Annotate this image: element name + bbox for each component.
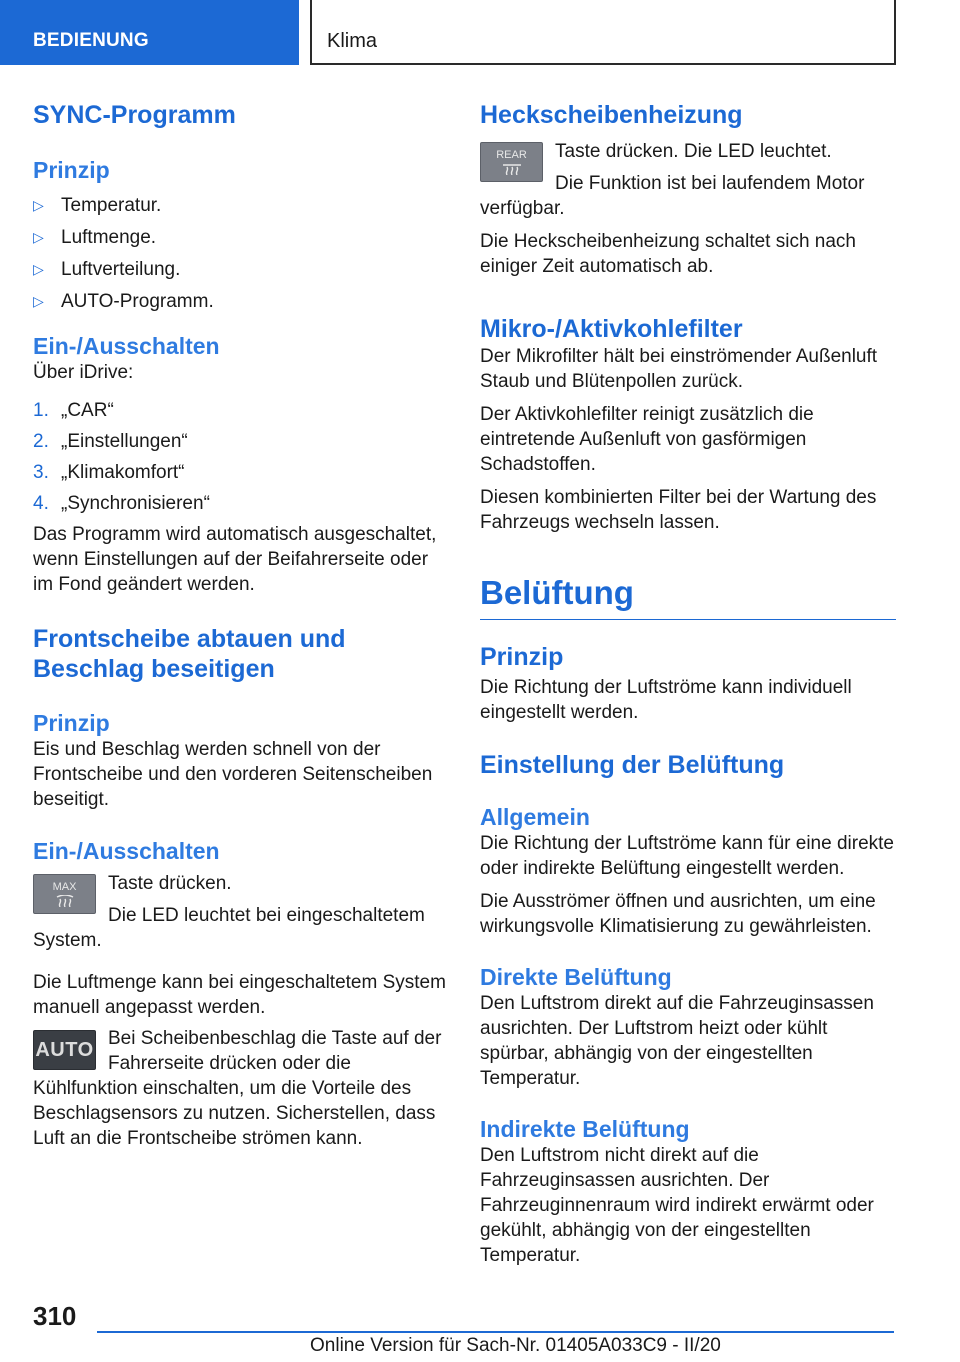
einstellung-title: Einstellung der Belüftung <box>480 751 785 779</box>
front-title: Frontscheibe abtauen und Beschlag beseitigen <box>33 625 346 683</box>
max-line1: Taste drücken. <box>108 873 232 894</box>
heck-line1: Taste drücken. Die LED leuchtet. <box>555 141 832 162</box>
heck-line2: Die Funktion ist bei laufendem Motor verfügbar. <box>480 173 865 219</box>
online-version-text: Online Version für Sach-Nr. 01405A033C9 - II/20 <box>310 1335 721 1356</box>
page-number: 310 <box>33 1301 77 1331</box>
filter-text-1: Der Mikrofilter hält bei einströmender Außenluft Staub und Blütenpollen zurück. <box>480 346 878 392</box>
footer-divider <box>97 1331 894 1333</box>
list-item: 1. „CAR“ <box>33 400 114 421</box>
right-column <box>480 100 896 1268</box>
defrost-waves-icon <box>55 895 75 907</box>
left-column <box>33 100 447 1151</box>
front-einaus-heading: Ein-/Ausschalten <box>33 838 220 864</box>
bel-prinzip-text: Die Richtung der Luftströme kann individuell eingestellt werden. <box>480 677 852 723</box>
sync-title: SYNC-Programm <box>33 101 236 129</box>
filter-title: Mikro-/Aktivkohlefilter <box>480 315 743 343</box>
indirekt-text: Den Luftstrom nicht direkt auf die Fahrzeuginsassen ausrichten. Der Fahrzeuginnenraum wird indirekt erwärmt oder gekühlt, abhängig von der eingestellten Temperatur. <box>480 1145 874 1266</box>
luftmenge-text: Die Luftmenge kann bei eingeschaltetem System manuell angepasst werden. <box>33 972 446 1018</box>
allgemein-text-1: Die Richtung der Luftströme kann für eine direkte oder indirekte Belüftung eingestellt werden. <box>480 833 894 879</box>
triangle-bullet-icon: ▷ <box>33 197 44 213</box>
max-line2: Die LED leuchtet bei eingeschaltetem System. <box>33 905 425 951</box>
list-item: ▷ Luftverteilung. <box>33 259 181 280</box>
list-item: 3. „Klimakomfort“ <box>33 462 185 483</box>
auto-button-icon: AUTO <box>33 1030 96 1070</box>
indirekt-heading: Indirekte Belüftung <box>480 1116 690 1142</box>
heck-auto-off-text: Die Heckscheibenheizung schaltet sich nach einiger Zeit automatisch ab. <box>480 231 856 277</box>
sync-bullet-list <box>33 193 447 314</box>
list-item: 4. „Synchronisieren“ <box>33 493 210 514</box>
list-item: ▷ Luftmenge. <box>33 227 157 248</box>
triangle-bullet-icon: ▷ <box>33 293 44 309</box>
auto-key-block <box>33 1026 447 1151</box>
heck-title: Heckscheibenheizung <box>480 101 743 129</box>
rear-key-block <box>480 139 896 221</box>
triangle-bullet-icon: ▷ <box>33 261 44 277</box>
header-chapter-tab <box>310 0 896 65</box>
front-prinzip-heading: Prinzip <box>33 710 110 736</box>
allgemein-text-2: Die Ausströmer öffnen und ausrichten, um eine wirkungsvolle Klimatisierung zu gewährleisten. <box>480 891 876 937</box>
sync-prinzip-heading: Prinzip <box>33 157 110 183</box>
filter-text-2: Der Aktivkohlefilter reinigt zusätzlich die eintretende Außenluft von gasförmigen Schadstoffen. <box>480 404 814 475</box>
max-defrost-button-icon: MAX <box>33 874 96 914</box>
belueftung-title: Belüftung <box>480 573 896 620</box>
filter-text-3: Diesen kombinierten Filter bei der Wartung des Fahrzeugs wechseln lassen. <box>480 487 877 533</box>
header-section-label: BEDIENUNG <box>33 30 149 51</box>
triangle-bullet-icon: ▷ <box>33 229 44 245</box>
header-section-tab <box>0 0 299 65</box>
sync-note: Das Programm wird automatisch ausgeschaltet, wenn Einstellungen auf der Beifahrerseite oder im Fond geändert werden. <box>33 524 437 595</box>
idrive-intro: Über iDrive: <box>33 362 134 383</box>
defrost-waves-icon <box>502 163 522 175</box>
auto-text: Bei Scheibenbeschlag die Taste auf der Fahrerseite drücken oder die Kühlfunktion einschalten, um die Vorteile des Beschlagsensors zu nutzen. Sicherstellen, dass Luft an die Frontscheibe strömen kann. <box>33 1028 442 1149</box>
sync-einaus-heading: Ein-/Ausschalten <box>33 333 220 359</box>
header-chapter-label: Klima <box>327 30 378 52</box>
list-item: ▷ AUTO-Programm. <box>33 291 214 312</box>
list-item: ▷ Temperatur. <box>33 195 162 216</box>
max-key-block <box>33 871 447 953</box>
rear-defrost-button-icon: REAR <box>480 142 543 182</box>
bel-prinzip-heading: Prinzip <box>480 643 564 671</box>
direkt-text: Den Luftstrom direkt auf die Fahrzeuginsassen ausrichten. Der Luftstrom heizt oder kühlt spürbar, abhängig von der eingestellten Temperatur. <box>480 993 874 1089</box>
front-prinzip-text: Eis und Beschlag werden schnell von der Frontscheibe und den vorderen Seitenscheiben beseitigt. <box>33 739 433 810</box>
allgemein-heading: Allgemein <box>480 804 590 830</box>
idrive-steps <box>33 398 447 516</box>
list-item: 2. „Einstellungen“ <box>33 431 188 452</box>
direkt-heading: Direkte Belüftung <box>480 964 672 990</box>
